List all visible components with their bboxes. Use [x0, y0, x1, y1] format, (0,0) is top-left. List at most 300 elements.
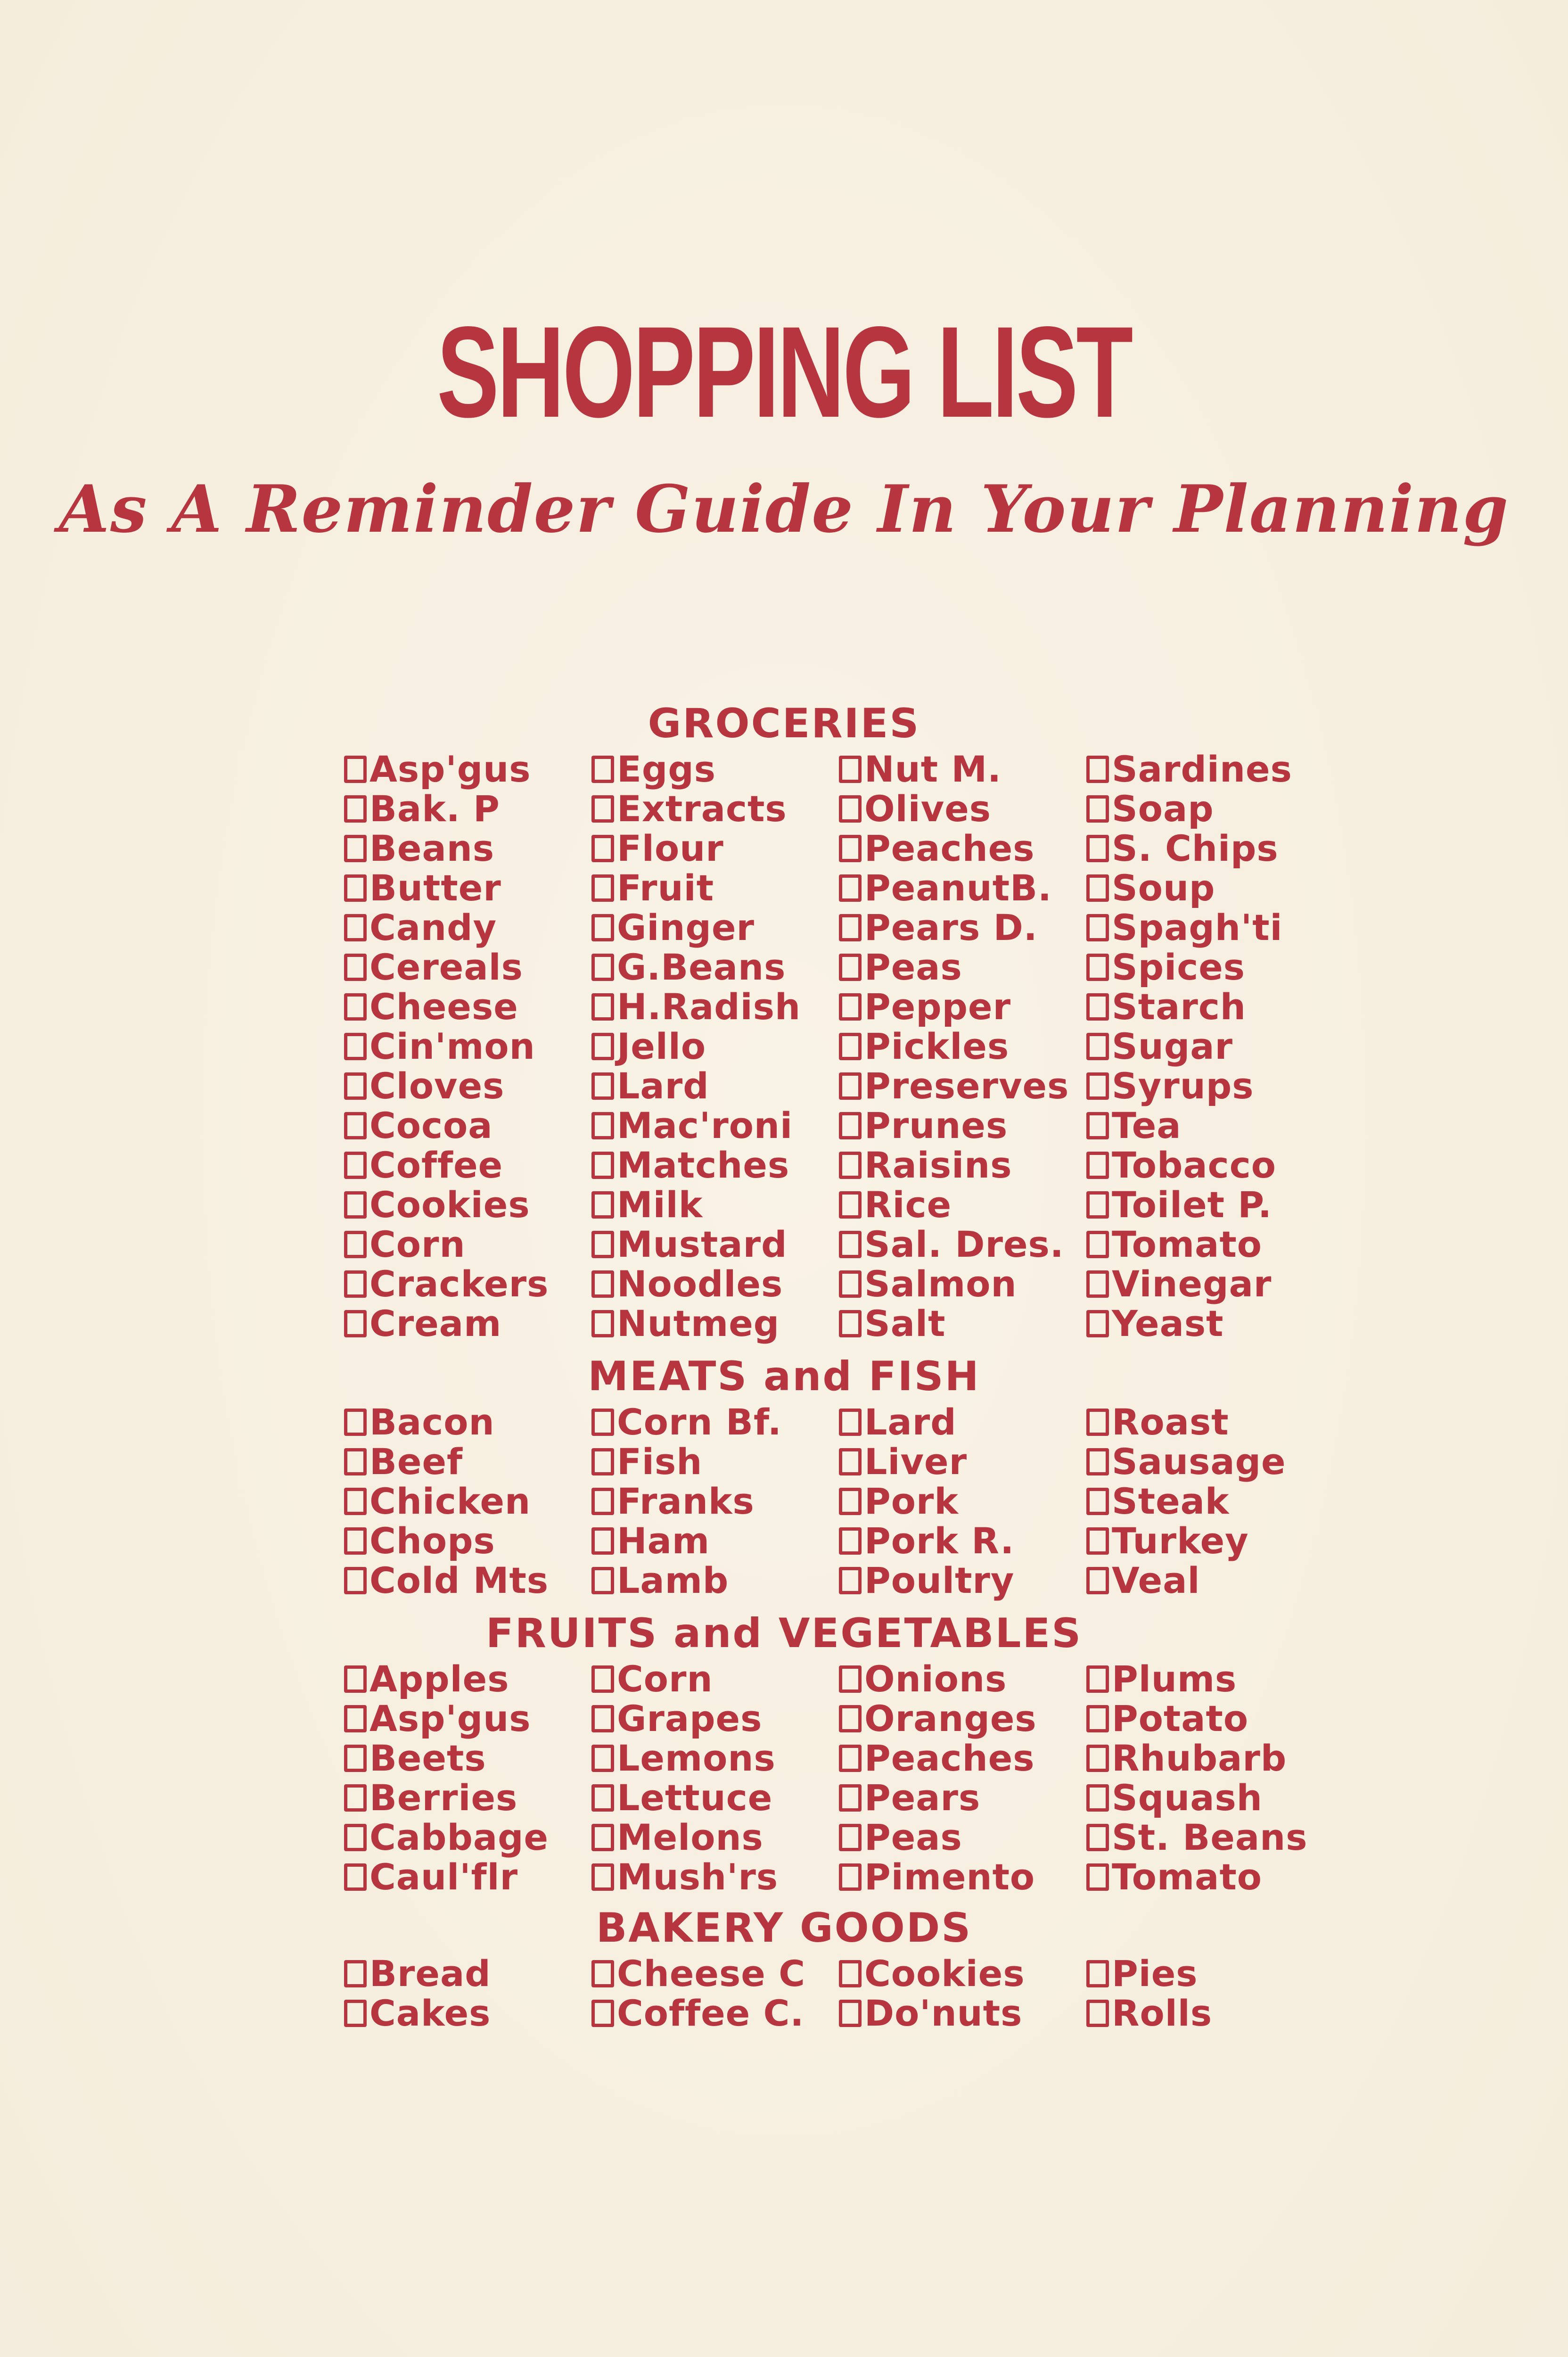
checkbox[interactable] — [839, 1409, 862, 1436]
checklist-item[interactable] — [591, 1402, 839, 1442]
checklist-item-label: Beef — [369, 1441, 463, 1483]
checklist-item-label: Peaches — [864, 1737, 1035, 1779]
checklist-item[interactable] — [839, 1739, 1086, 1778]
checkbox[interactable] — [1086, 1705, 1109, 1732]
checkbox[interactable] — [839, 1191, 862, 1219]
checkbox[interactable] — [839, 1231, 862, 1258]
checklist-item-label: Coffee C. — [617, 1992, 805, 2034]
checklist-item[interactable] — [591, 789, 839, 829]
page-subtitle: As A Reminder Guide In Your Planning — [58, 470, 1510, 547]
checklist-item[interactable] — [839, 908, 1086, 948]
checklist-item-label: Pies — [1112, 1953, 1198, 1994]
checkbox[interactable] — [591, 1191, 614, 1219]
checkbox[interactable] — [1086, 1448, 1109, 1475]
checkbox[interactable] — [839, 1863, 862, 1891]
checklist-item[interactable] — [344, 1027, 591, 1066]
checklist-item-label: Asp'gus — [369, 1698, 531, 1739]
checklist-item-label: Sardines — [1112, 748, 1292, 790]
checkbox[interactable] — [839, 1705, 862, 1732]
checkbox[interactable] — [839, 993, 862, 1021]
checklist-item[interactable] — [1086, 1994, 1343, 2033]
checklist-item-label: Raisins — [864, 1144, 1012, 1186]
checkbox[interactable] — [344, 835, 367, 862]
checkbox[interactable] — [591, 1745, 614, 1772]
checkbox[interactable] — [591, 1072, 614, 1100]
checklist-item-label: Pork R. — [864, 1520, 1015, 1562]
checkbox[interactable] — [344, 1409, 367, 1436]
checklist-item[interactable] — [344, 1818, 591, 1857]
checklist-item-label: Lard — [617, 1065, 709, 1107]
checklist-item[interactable] — [1086, 1778, 1343, 1818]
checkbox[interactable] — [1086, 1112, 1109, 1139]
checklist-item-label: Bread — [369, 1953, 491, 1994]
checklist-item[interactable] — [1086, 829, 1343, 868]
checklist-item[interactable] — [839, 1402, 1086, 1442]
checkbox[interactable] — [344, 993, 367, 1021]
checklist-item[interactable] — [591, 1818, 839, 1857]
checklist-item[interactable] — [591, 1264, 839, 1304]
checkbox[interactable] — [1086, 1270, 1109, 1298]
checkbox[interactable] — [839, 1784, 862, 1812]
checkbox[interactable] — [1086, 795, 1109, 823]
checkbox[interactable] — [1086, 1409, 1109, 1436]
checkbox[interactable] — [344, 1152, 367, 1179]
checklist-item[interactable] — [1086, 1659, 1343, 1699]
checklist-item[interactable] — [839, 1304, 1086, 1343]
checkbox[interactable] — [344, 1567, 367, 1594]
checkbox[interactable] — [1086, 1033, 1109, 1060]
checkbox[interactable] — [591, 1033, 614, 1060]
checkbox[interactable] — [839, 1567, 862, 1594]
checklist-item[interactable] — [1086, 1442, 1343, 1482]
checklist-item-label: Roast — [1112, 1401, 1229, 1443]
checkbox[interactable] — [344, 1112, 367, 1139]
checkbox[interactable] — [344, 1270, 367, 1298]
checkbox[interactable] — [1086, 1527, 1109, 1555]
checklist-item-label: Peaches — [864, 827, 1035, 869]
checklist-item[interactable] — [1086, 1027, 1343, 1066]
checkbox[interactable] — [591, 1705, 614, 1732]
checklist-item-label: Potato — [1112, 1698, 1249, 1739]
checklist-item[interactable] — [344, 829, 591, 868]
checklist-item-label: Soup — [1112, 867, 1215, 909]
checklist-item[interactable] — [839, 1857, 1086, 1897]
checklist-item[interactable] — [839, 948, 1086, 987]
checkbox[interactable] — [839, 1960, 862, 1987]
checkbox[interactable] — [1086, 1231, 1109, 1258]
checkbox[interactable] — [1086, 1784, 1109, 1812]
checklist-item[interactable] — [344, 948, 591, 987]
checklist-item-label: Nutmeg — [617, 1302, 780, 1344]
checkbox[interactable] — [591, 1310, 614, 1337]
checklist-item-label: Sugar — [1112, 1025, 1233, 1067]
checklist-item[interactable] — [591, 1066, 839, 1106]
checkbox[interactable] — [839, 1033, 862, 1060]
checkbox[interactable] — [344, 1665, 367, 1693]
checklist-item-label: Berries — [369, 1777, 518, 1819]
checkbox[interactable] — [839, 1665, 862, 1693]
checkbox[interactable] — [1086, 1567, 1109, 1594]
checklist-item-label: Plums — [1112, 1658, 1237, 1700]
checklist-item-label: Butter — [369, 867, 501, 909]
checklist-item-label: Candy — [369, 907, 497, 948]
checkbox[interactable] — [591, 993, 614, 1021]
checklist-item[interactable] — [1086, 789, 1343, 829]
checkbox[interactable] — [839, 874, 862, 902]
checklist-item[interactable] — [344, 1482, 591, 1521]
checklist-item-label: Cream — [369, 1302, 502, 1344]
checkbox[interactable] — [344, 874, 367, 902]
checklist-item-label: Pears — [864, 1777, 981, 1819]
checklist-item[interactable] — [839, 1482, 1086, 1521]
checklist-item[interactable] — [1086, 948, 1343, 987]
checkbox[interactable] — [344, 1960, 367, 1987]
checklist-item-label: Liver — [864, 1441, 968, 1483]
checklist-item[interactable] — [839, 1561, 1086, 1600]
checklist-item[interactable] — [839, 1778, 1086, 1818]
checkbox[interactable] — [344, 1824, 367, 1851]
checklist-item-label: Syrups — [1112, 1065, 1254, 1107]
checkbox[interactable] — [839, 795, 862, 823]
checklist-item[interactable] — [591, 1185, 839, 1225]
checklist-item[interactable] — [839, 789, 1086, 829]
checkbox[interactable] — [344, 914, 367, 941]
checkbox[interactable] — [839, 1310, 862, 1337]
checklist-item[interactable] — [591, 1561, 839, 1600]
checkbox[interactable] — [344, 795, 367, 823]
checkbox[interactable] — [344, 1784, 367, 1812]
checkbox[interactable] — [591, 1960, 614, 1987]
checklist-item[interactable] — [839, 1699, 1086, 1739]
checklist-item-label: Melons — [617, 1816, 763, 1858]
checkbox[interactable] — [591, 914, 614, 941]
checkbox[interactable] — [591, 874, 614, 902]
checklist-item-label: Soap — [1112, 788, 1214, 830]
checklist-item[interactable] — [591, 1304, 839, 1343]
checkbox[interactable] — [1086, 1488, 1109, 1515]
checklist-item[interactable] — [344, 1561, 591, 1600]
checklist-item[interactable] — [1086, 868, 1343, 908]
checklist-item-label: Mustard — [617, 1223, 788, 1265]
checkbox[interactable] — [1086, 1960, 1109, 1987]
checkbox[interactable] — [344, 1527, 367, 1555]
checklist-item[interactable] — [591, 948, 839, 987]
checklist-item[interactable] — [1086, 1521, 1343, 1561]
checklist-item[interactable] — [839, 1954, 1086, 1994]
checklist-item[interactable] — [344, 1442, 591, 1482]
checklist-item[interactable] — [344, 1954, 591, 1994]
section-heading-fruits-and-vegetables: FRUITS and VEGETABLES — [485, 1610, 1083, 1657]
checklist-item-label: Pepper — [864, 986, 1011, 1028]
checkbox[interactable] — [839, 1488, 862, 1515]
checklist-item-label: Toilet P. — [1112, 1184, 1272, 1226]
checklist-item[interactable] — [839, 1185, 1086, 1225]
checkbox[interactable] — [344, 1488, 367, 1515]
checkbox[interactable] — [591, 756, 614, 783]
checklist-item-label: Cin'mon — [369, 1025, 535, 1067]
checklist-item-label: Cheese C — [617, 1953, 805, 1994]
checkbox[interactable] — [839, 1270, 862, 1298]
checklist-item[interactable] — [839, 1066, 1086, 1106]
checklist-item[interactable] — [344, 789, 591, 829]
checkbox[interactable] — [591, 1409, 614, 1436]
checkbox[interactable] — [344, 1863, 367, 1891]
checkbox[interactable] — [344, 954, 367, 981]
checklist-item[interactable] — [344, 1659, 591, 1699]
checklist-item[interactable] — [591, 868, 839, 908]
checkbox[interactable] — [591, 1863, 614, 1891]
checklist-item-label: Cookies — [369, 1184, 530, 1226]
section-heading-groceries: GROCERIES — [648, 700, 920, 747]
checklist-item[interactable] — [591, 1442, 839, 1482]
checkbox[interactable] — [839, 1112, 862, 1139]
checklist-item[interactable] — [839, 868, 1086, 908]
checkbox[interactable] — [591, 1231, 614, 1258]
checklist-item[interactable] — [1086, 987, 1343, 1027]
checklist-item[interactable] — [1086, 1146, 1343, 1185]
checklist-item[interactable] — [344, 1106, 591, 1146]
checklist-item-label: Fish — [617, 1441, 703, 1483]
groceries-checklist — [344, 750, 1343, 1343]
checklist-item[interactable] — [591, 1225, 839, 1264]
checkbox[interactable] — [591, 1112, 614, 1139]
bakery-goods-checklist — [344, 1954, 1343, 2033]
checklist-item[interactable] — [839, 1225, 1086, 1264]
checklist-item[interactable] — [344, 1402, 591, 1442]
checklist-item-label: Jello — [617, 1025, 706, 1067]
checklist-item[interactable] — [344, 1857, 591, 1897]
checklist-item[interactable] — [1086, 1482, 1343, 1521]
checklist-item[interactable] — [1086, 1264, 1343, 1304]
checklist-item[interactable] — [839, 1994, 1086, 2033]
checklist-item[interactable] — [1086, 908, 1343, 948]
checklist-item[interactable] — [1086, 1561, 1343, 1600]
checklist-item[interactable] — [1086, 1304, 1343, 1343]
checklist-item[interactable] — [839, 1442, 1086, 1482]
checklist-item[interactable] — [591, 750, 839, 789]
checkbox[interactable] — [344, 1191, 367, 1219]
checklist-item[interactable] — [839, 1659, 1086, 1699]
checklist-item[interactable] — [344, 1066, 591, 1106]
checkbox[interactable] — [839, 835, 862, 862]
checklist-item[interactable] — [344, 868, 591, 908]
checklist-item-label: Ginger — [617, 907, 755, 948]
checklist-item[interactable] — [344, 1778, 591, 1818]
checkbox[interactable] — [344, 1705, 367, 1732]
checkbox[interactable] — [1086, 993, 1109, 1021]
checkbox[interactable] — [344, 2000, 367, 2027]
checkbox[interactable] — [344, 1310, 367, 1337]
checklist-item[interactable] — [344, 908, 591, 948]
checklist-item[interactable] — [1086, 1106, 1343, 1146]
checkbox[interactable] — [839, 1072, 862, 1100]
checklist-item-label: Cloves — [369, 1065, 505, 1107]
checkbox[interactable] — [344, 756, 367, 783]
checklist-item-label: S. Chips — [1112, 827, 1279, 869]
checklist-item-label: Ham — [617, 1520, 710, 1562]
checklist-item[interactable] — [591, 987, 839, 1027]
checkbox[interactable] — [591, 1270, 614, 1298]
checkbox[interactable] — [839, 1527, 862, 1555]
checkbox[interactable] — [839, 914, 862, 941]
checkbox[interactable] — [1086, 756, 1109, 783]
checklist-item[interactable] — [591, 1699, 839, 1739]
checklist-item[interactable] — [344, 1739, 591, 1778]
checkbox[interactable] — [839, 1745, 862, 1772]
checkbox[interactable] — [839, 2000, 862, 2027]
checklist-item-label: Extracts — [617, 788, 787, 830]
checklist-item-label: H.Radish — [617, 986, 801, 1028]
checklist-item[interactable] — [839, 1264, 1086, 1304]
checklist-item-label: Starch — [1112, 986, 1246, 1028]
checklist-item[interactable] — [344, 1521, 591, 1561]
checkbox[interactable] — [839, 1448, 862, 1475]
checklist-item-label: Rhubarb — [1112, 1737, 1287, 1779]
checklist-item[interactable] — [1086, 750, 1343, 789]
checkbox[interactable] — [1086, 874, 1109, 902]
checklist-item[interactable] — [839, 829, 1086, 868]
checklist-item[interactable] — [1086, 1739, 1343, 1778]
checklist-item[interactable] — [591, 1994, 839, 2033]
checklist-item-label: Cakes — [369, 1992, 491, 2034]
checkbox[interactable] — [1086, 1072, 1109, 1100]
checkbox[interactable] — [839, 756, 862, 783]
checkbox[interactable] — [591, 1448, 614, 1475]
checklist-item-label: Squash — [1112, 1777, 1263, 1819]
checklist-item-label: Pimento — [864, 1856, 1035, 1898]
checklist-item[interactable] — [1086, 1954, 1343, 1994]
checklist-item-label: Sal. Dres. — [864, 1223, 1064, 1265]
checklist-item[interactable] — [1086, 1699, 1343, 1739]
checklist-item-label: Franks — [617, 1480, 755, 1522]
checklist-item[interactable] — [344, 750, 591, 789]
checklist-item-label: Matches — [617, 1144, 790, 1186]
checklist-item[interactable] — [591, 908, 839, 948]
checklist-item[interactable] — [591, 829, 839, 868]
checklist-item-label: Salt — [864, 1302, 946, 1344]
checkbox[interactable] — [591, 1665, 614, 1693]
checklist-item[interactable] — [839, 1027, 1086, 1066]
checkbox[interactable] — [839, 1152, 862, 1179]
checklist-item-label: Preserves — [864, 1065, 1069, 1107]
checklist-item-label: Vinegar — [1112, 1263, 1272, 1305]
checklist-item[interactable] — [344, 987, 591, 1027]
checklist-item[interactable] — [839, 1521, 1086, 1561]
checklist-item[interactable] — [839, 1818, 1086, 1857]
checklist-item[interactable] — [591, 1857, 839, 1897]
checkbox[interactable] — [344, 1033, 367, 1060]
checkbox[interactable] — [591, 1784, 614, 1812]
checklist-item[interactable] — [591, 1482, 839, 1521]
checklist-item-label: Noodles — [617, 1263, 783, 1305]
checklist-item[interactable] — [839, 987, 1086, 1027]
checklist-item[interactable] — [1086, 1818, 1343, 1857]
checklist-item[interactable] — [344, 1146, 591, 1185]
checklist-item-label: Nut M. — [864, 748, 1002, 790]
checkbox[interactable] — [591, 954, 614, 981]
section-heading-bakery-goods: BAKERY GOODS — [596, 1904, 972, 1952]
checkbox[interactable] — [591, 795, 614, 823]
checkbox[interactable] — [1086, 1310, 1109, 1337]
checklist-item-label: Spagh'ti — [1112, 907, 1283, 948]
checkbox[interactable] — [591, 835, 614, 862]
checklist-item-label: Bak. P — [369, 788, 500, 830]
checklist-item-label: St. Beans — [1112, 1816, 1308, 1858]
checkbox[interactable] — [1086, 1745, 1109, 1772]
checklist-item-label: Apples — [369, 1658, 509, 1700]
checklist-item-label: Rice — [864, 1184, 952, 1226]
checklist-item-label: Fruit — [617, 867, 714, 909]
checklist-item[interactable] — [1086, 1066, 1343, 1106]
checklist-item[interactable] — [591, 1521, 839, 1561]
checklist-item[interactable] — [591, 1659, 839, 1699]
checkbox[interactable] — [839, 954, 862, 981]
checkbox[interactable] — [344, 1231, 367, 1258]
checkbox[interactable] — [591, 1824, 614, 1851]
checklist-item-label: Steak — [1112, 1480, 1230, 1522]
checklist-item-label: Oranges — [864, 1698, 1037, 1739]
checkbox[interactable] — [591, 1488, 614, 1515]
checklist-item-label: Cabbage — [369, 1816, 549, 1858]
checklist-item-label: Flour — [617, 827, 724, 869]
checkbox[interactable] — [344, 1745, 367, 1772]
checklist-item[interactable] — [1086, 1402, 1343, 1442]
checkbox[interactable] — [1086, 954, 1109, 981]
checklist-item[interactable] — [1086, 1185, 1343, 1225]
checkbox[interactable] — [591, 1567, 614, 1594]
checklist-item[interactable] — [591, 1106, 839, 1146]
checkbox[interactable] — [839, 1824, 862, 1851]
checklist-item-label: Crackers — [369, 1263, 549, 1305]
checklist-item[interactable] — [344, 1304, 591, 1343]
checklist-item-label: Cookies — [864, 1953, 1025, 1994]
checkbox[interactable] — [1086, 1824, 1109, 1851]
checkbox[interactable] — [344, 1072, 367, 1100]
checklist-item[interactable] — [344, 1264, 591, 1304]
checklist-item[interactable] — [839, 1146, 1086, 1185]
checklist-item[interactable] — [591, 1954, 839, 1994]
checklist-item[interactable] — [591, 1739, 839, 1778]
checkbox[interactable] — [591, 1527, 614, 1555]
checklist-item[interactable] — [591, 1027, 839, 1066]
checkbox[interactable] — [1086, 1665, 1109, 1693]
checkbox[interactable] — [1086, 1152, 1109, 1179]
checklist-item[interactable] — [591, 1778, 839, 1818]
checkbox[interactable] — [1086, 835, 1109, 862]
checklist-item-label: Eggs — [617, 748, 716, 790]
checklist-item[interactable] — [344, 1225, 591, 1264]
checkbox[interactable] — [591, 2000, 614, 2027]
checklist-item[interactable] — [344, 1185, 591, 1225]
checklist-item[interactable] — [1086, 1225, 1343, 1264]
checkbox[interactable] — [1086, 914, 1109, 941]
checkbox[interactable] — [1086, 1191, 1109, 1219]
checkbox[interactable] — [344, 1448, 367, 1475]
checklist-item[interactable] — [591, 1146, 839, 1185]
checklist-item-label: Prunes — [864, 1104, 1008, 1146]
checklist-item[interactable] — [344, 1994, 591, 2033]
checklist-item-label: Mac'roni — [617, 1104, 793, 1146]
checkbox[interactable] — [1086, 2000, 1109, 2027]
checklist-item-label: Corn — [617, 1658, 713, 1700]
checklist-item-label: Pork — [864, 1480, 959, 1522]
checkbox[interactable] — [591, 1152, 614, 1179]
checklist-item[interactable] — [1086, 1857, 1343, 1897]
checklist-item[interactable] — [839, 750, 1086, 789]
checkbox[interactable] — [1086, 1863, 1109, 1891]
checklist-item[interactable] — [839, 1106, 1086, 1146]
checklist-item[interactable] — [344, 1699, 591, 1739]
